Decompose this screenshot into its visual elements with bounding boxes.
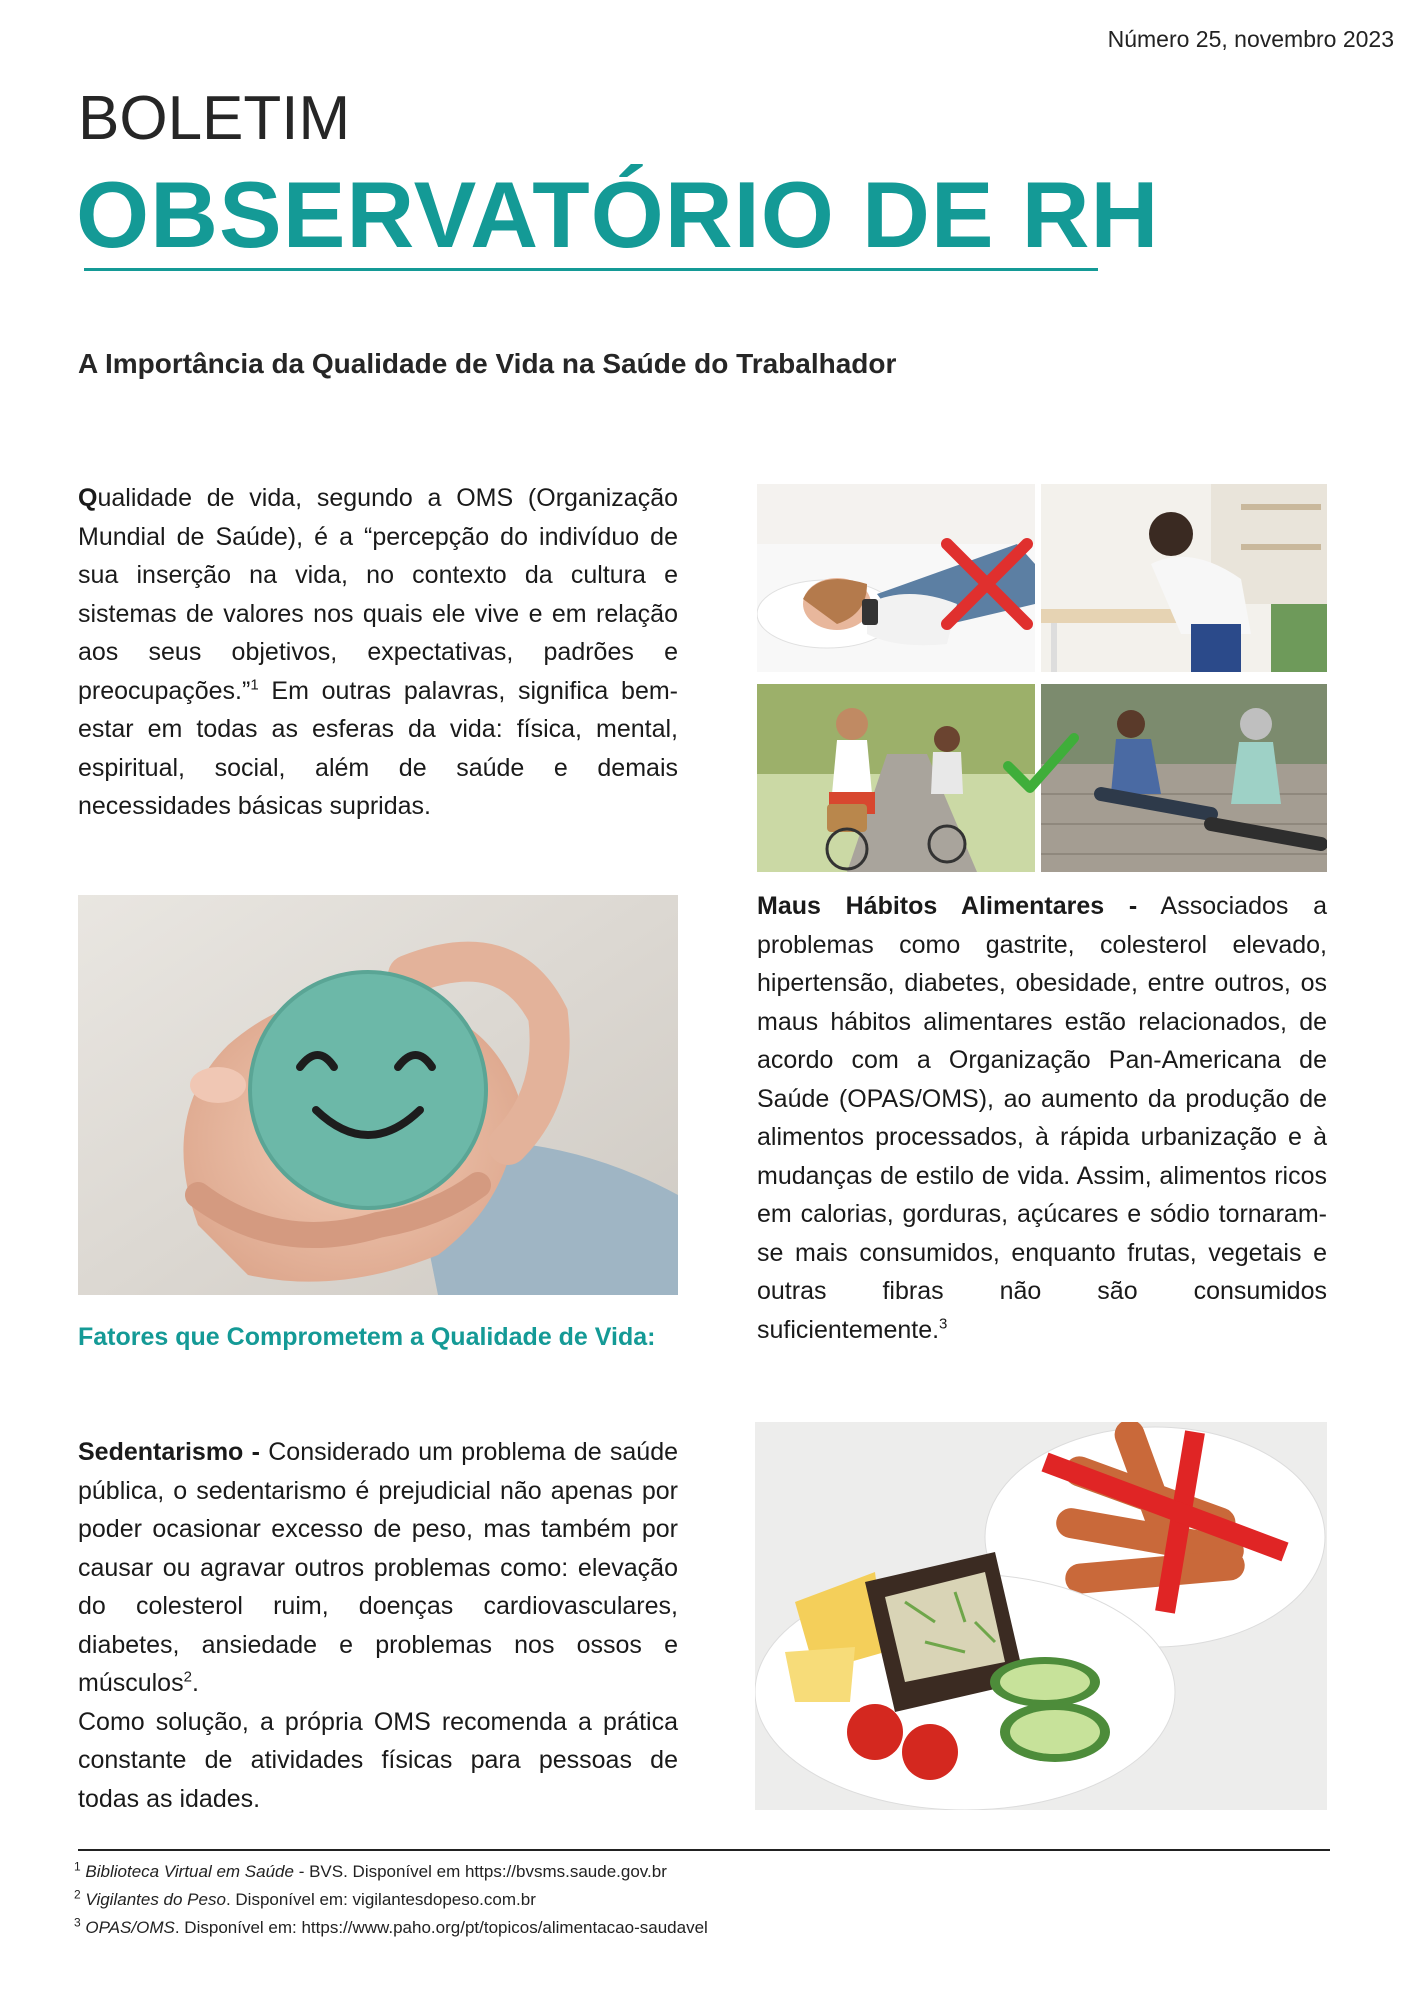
title-underline — [84, 268, 1098, 271]
maus-habitos-paragraph — [757, 887, 1327, 1349]
footnote-text: . Disponível em: vigilantesdopeso.com.br — [225, 1890, 536, 1909]
footnote-source: Biblioteca Virtual em Saúde — [85, 1862, 294, 1881]
footnote-ref-1: 1 — [250, 676, 259, 694]
footnote-number: 3 — [74, 1915, 81, 1930]
footnote-ref-3: 3 — [939, 1315, 948, 1333]
sedentarismo-label: Sedentarismo - — [78, 1438, 260, 1466]
maus-habitos-label: Maus Hábitos Alimentares - — [757, 892, 1138, 920]
intro-tail: Em outras palavras, significa bem-estar em todas as esferas da vida: física, mental, espiritual, social, além de saúde e demais necessidades básicas supridas. — [78, 676, 678, 820]
footnote-source: OPAS/OMS — [85, 1918, 175, 1937]
sedentarismo-paragraph — [78, 1433, 678, 1818]
issue-number: Número 25, novembro 2023 — [1107, 26, 1394, 52]
sedentarismo-text: Considerado um problema de saúde pública, o sedentarismo é prejudicial não apenas por poder ocasionar excesso de peso, mas também por causar ou agravar outros problemas como: elevação do colesterol ruim, doenças cardiovasculares, diabetes, ansiedade e problemas nos ossos e músculos — [78, 1438, 678, 1697]
smiley-hands-photo — [78, 895, 678, 1295]
photo-stretching — [1041, 684, 1327, 872]
red-x-icon — [932, 529, 1035, 639]
sedentarismo-end: . — [191, 1669, 199, 1697]
intro-first-letter: Q — [78, 484, 98, 512]
footnote-3 — [74, 1915, 708, 1938]
intro-paragraph — [78, 479, 678, 826]
bulletin-kicker: BOLETIM — [78, 84, 351, 153]
green-check-icon — [1000, 728, 1080, 798]
food-plates-photo — [755, 1422, 1327, 1810]
photo-lying-on-bed — [757, 484, 1035, 672]
footnote-text: . Disponível em: https://www.paho.org/pt/topicos/alimentacao-saudavel — [174, 1918, 708, 1937]
intro-text: ualidade de vida, segundo a OMS (Organização Mundial de Saúde), é a “percepção do indivíduo de sua inserção na vida, no contexto da cultura e sistemas de valores nos quais ele vive e em relação aos seus objetivos, expectativas, padrões e preocupações.” — [78, 484, 678, 705]
footnote-number: 2 — [74, 1887, 81, 1902]
bulletin-title: OBSERVATÓRIO DE RH — [76, 162, 1160, 267]
section-heading: Fatores que Comprometem a Qualidade de Vida: — [78, 1323, 656, 1351]
maus-habitos-text: Associados a problemas como gastrite, colesterol elevado, hipertensão, diabetes, obesidade, entre outros, os maus hábitos alimentares estão relacionados, de acordo com a Organização Pan-Americana de Saúde (OPAS/OMS), ao aumento da produção de alimentos processados, à rápida urbanização e à mudanças de estilo de vida. Assim, alimentos ricos em calorias, gorduras, açúcares e sódio tornaram-se mais consumidos, enquanto frutas, vegetais e outras fibras não são consumidos suficientemente. — [757, 892, 1327, 1344]
footnote-ref-2: 2 — [183, 1668, 192, 1686]
footnote-1 — [74, 1859, 667, 1882]
photo-back-pain — [1041, 484, 1327, 672]
footnote-divider — [78, 1849, 1330, 1851]
sedentarismo-solution: Como solução, a própria OMS recomenda a prática constante de atividades físicas para pessoas de todas as idades. — [78, 1707, 678, 1813]
footnote-source: Vigilantes do Peso — [85, 1890, 226, 1909]
footnote-2 — [74, 1887, 536, 1910]
footnote-number: 1 — [74, 1859, 81, 1874]
footnote-text: - BVS. Disponível em https://bvsms.saude.gov.br — [293, 1862, 667, 1881]
photo-cycling — [757, 684, 1035, 872]
article-title: A Importância da Qualidade de Vida na Saúde do Trabalhador — [78, 348, 897, 379]
